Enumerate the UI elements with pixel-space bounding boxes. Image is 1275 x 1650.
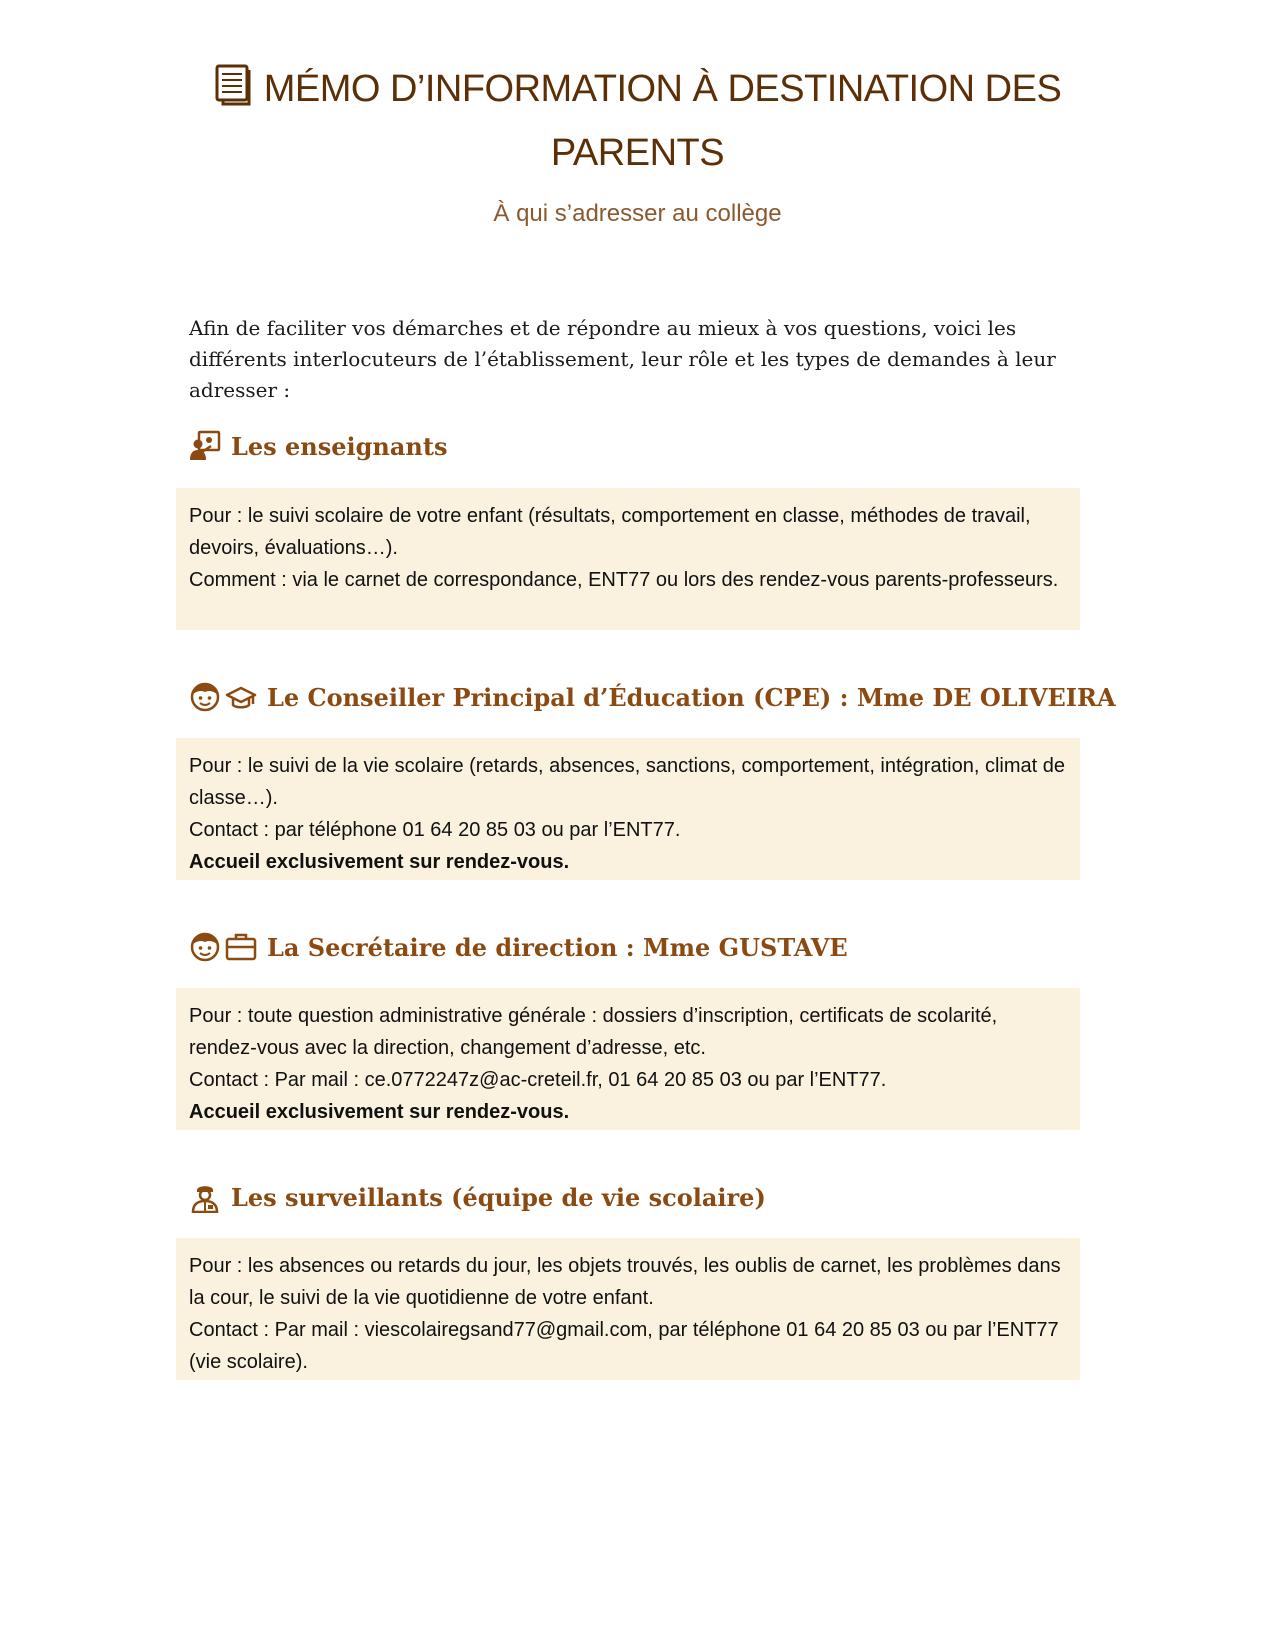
info-box-secretary (176, 988, 1080, 1130)
section-heading-teachers (189, 430, 447, 462)
info-line-contact: Contact : Par mail : viescolairegsand77@gmail.com, par téléphone 01 64 20 85 03 ou par l’ENT77 (vie scolaire). (189, 1319, 1059, 1373)
book-icon (214, 63, 254, 124)
info-line-appointment-note: Accueil exclusivement sur rendez-vous. (189, 1101, 570, 1123)
info-box-cpe (176, 738, 1080, 880)
intro-paragraph: Afin de faciliter vos démarches et de répondre au mieux à vos questions, voici les différents interlocuteurs de l’établissement, leur rôle et les types de demandes à leur adresser : (189, 316, 1056, 402)
info-line-purpose: Pour : les absences ou retards du jour, les objets trouvés, les oublis de carnet, les problèmes dans la cour, le suivi de la vie quotidienne de votre enfant. (189, 1255, 1061, 1309)
section-heading-label: Les surveillants (équipe de vie scolaire) (231, 1182, 766, 1212)
section-heading-label: Le Conseiller Principal d’Éducation (CPE) : Mme DE OLIVEIRA (267, 682, 1116, 712)
info-line-contact: Contact : par téléphone 01 64 20 85 03 ou par l’ENT77. (189, 819, 681, 841)
title-line-1: MÉMO D’INFORMATION À DESTINATION DES (263, 68, 1062, 110)
title-block (180, 60, 1095, 182)
info-line-contact: Comment : via le carnet de correspondance, ENT77 ou lors des rendez-vous parents-professeurs. (189, 569, 1059, 591)
title-line-2: PARENTS (550, 132, 725, 174)
section-heading-supervisors (189, 1181, 766, 1213)
info-box-teachers (176, 488, 1080, 630)
info-line-contact: Contact : Par mail : ce.0772247z@ac-creteil.fr, 01 64 20 85 03 ou par l’ENT77. (189, 1069, 887, 1091)
briefcase-icon (225, 931, 257, 963)
section-heading-label: Les enseignants (231, 431, 448, 461)
info-line-purpose: Pour : le suivi de la vie scolaire (retards, absences, sanctions, comportement, intégration, climat de classe…). (189, 755, 1065, 809)
info-line-appointment-note: Accueil exclusivement sur rendez-vous. (189, 851, 570, 873)
person-face-icon (189, 931, 221, 963)
info-box-supervisors (176, 1238, 1080, 1380)
graduation-cap-icon (225, 681, 257, 713)
info-line-purpose: Pour : le suivi scolaire de votre enfant (résultats, comportement en classe, méthodes de travail, devoirs, évaluations…). (189, 505, 1031, 559)
page-title (180, 60, 1095, 182)
page-subtitle: À qui s’adresser au collège (493, 200, 782, 227)
section-heading-secretary (189, 931, 848, 963)
section-heading-cpe (189, 681, 1116, 713)
info-line-purpose: Pour : toute question administrative générale : dossiers d’inscription, certificats de scolarité, rendez-vous avec la direction, changement d’adresse, etc. (189, 1005, 998, 1059)
guard-icon (189, 1181, 221, 1213)
person-face-icon (189, 681, 221, 713)
section-heading-label: La Secrétaire de direction : Mme GUSTAVE (267, 932, 848, 962)
teacher-icon (189, 430, 221, 462)
